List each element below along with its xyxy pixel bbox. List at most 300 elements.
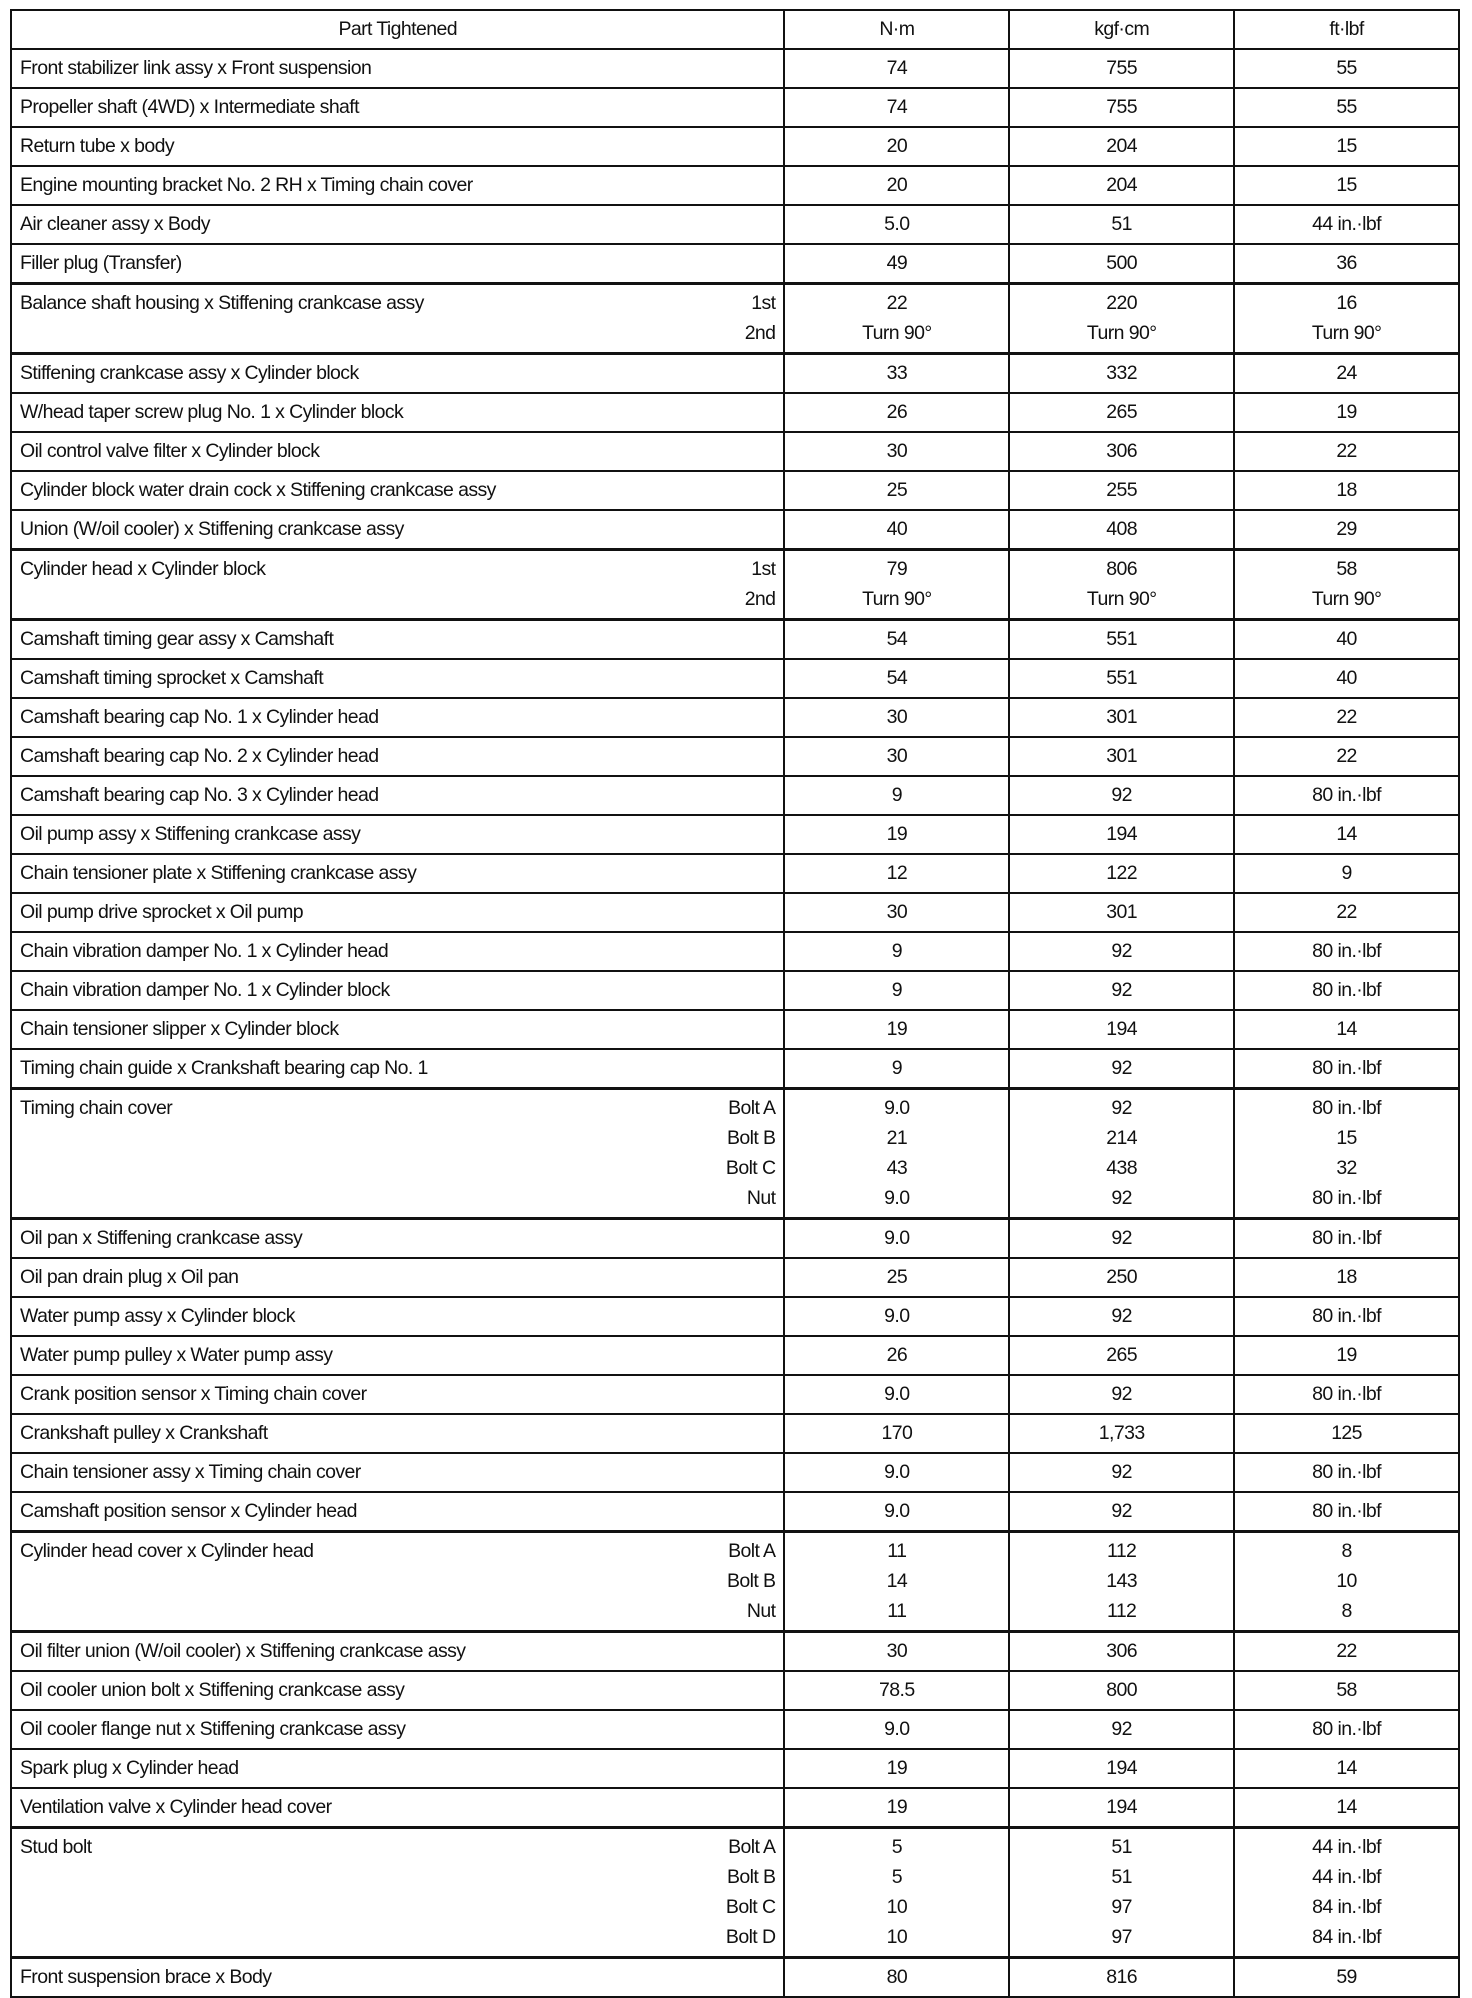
nm-value-cell xyxy=(784,1958,1009,1998)
part-name: Camshaft bearing cap No. 2 x Cylinder head xyxy=(20,745,379,767)
table-row xyxy=(11,354,1459,394)
ft-lbf-value: 18 xyxy=(1336,479,1357,501)
ft-lbf-value-cell xyxy=(1234,1453,1459,1492)
ft-lbf-value-cell xyxy=(1234,1532,1459,1632)
part-cell xyxy=(11,776,784,815)
kgf-cm-value: 92 xyxy=(1111,1383,1132,1405)
ft-lbf-value: 22 xyxy=(1336,901,1357,923)
ft-lbf-value-cell xyxy=(1234,737,1459,776)
header-part-tightened: Part Tightened xyxy=(11,10,784,49)
table-row xyxy=(11,471,1459,510)
ft-lbf-value: 80 in.·lbf xyxy=(1312,1461,1381,1483)
nm-value-cell xyxy=(784,471,1009,510)
table-row xyxy=(11,1010,1459,1049)
kgf-cm-value-cell xyxy=(1009,354,1234,394)
ft-lbf-value: 14 xyxy=(1336,1018,1357,1040)
nm-value: 5 xyxy=(891,1866,902,1888)
table-row xyxy=(11,1049,1459,1089)
ft-lbf-value-cell xyxy=(1234,659,1459,698)
table-row xyxy=(11,854,1459,893)
nm-value-cell xyxy=(784,893,1009,932)
part-name: Camshaft timing sprocket x Camshaft xyxy=(20,667,324,689)
nm-value-cell xyxy=(784,1788,1009,1828)
kgf-cm-value: 806 xyxy=(1106,558,1138,580)
nm-value: 12 xyxy=(886,862,908,884)
ft-lbf-value-cell xyxy=(1234,932,1459,971)
kgf-cm-value: 92 xyxy=(1111,1461,1132,1483)
kgf-cm-value-cell xyxy=(1009,1492,1234,1532)
part-name: Front suspension brace x Body xyxy=(20,1966,272,1988)
nm-value-cell xyxy=(784,971,1009,1010)
kgf-cm-value-cell xyxy=(1009,1010,1234,1049)
kgf-cm-value: 306 xyxy=(1106,440,1138,462)
nm-value: 5.0 xyxy=(884,213,910,235)
kgf-cm-value-cell xyxy=(1009,284,1234,354)
part-cell xyxy=(11,284,784,354)
kgf-cm-value-cell xyxy=(1009,166,1234,205)
ft-lbf-value-cell xyxy=(1234,620,1459,660)
part-name: Stud bolt xyxy=(20,1836,92,1858)
ft-lbf-value: 29 xyxy=(1336,518,1357,540)
part-cell xyxy=(11,205,784,244)
part-name: Oil pump drive sprocket x Oil pump xyxy=(20,901,304,923)
part-name: Oil control valve filter x Cylinder block xyxy=(20,440,320,462)
ft-lbf-value: 80 in.·lbf xyxy=(1312,1187,1381,1209)
ft-lbf-value-cell xyxy=(1234,815,1459,854)
nm-value: 30 xyxy=(886,901,908,923)
kgf-cm-value-cell xyxy=(1009,49,1234,88)
step-label: Bolt A xyxy=(728,1097,776,1119)
ft-lbf-value-cell xyxy=(1234,1958,1459,1998)
ft-lbf-value-cell xyxy=(1234,205,1459,244)
part-name: Crank position sensor x Timing chain cover xyxy=(20,1383,367,1405)
table-row xyxy=(11,1710,1459,1749)
kgf-cm-value-cell xyxy=(1009,1219,1234,1259)
nm-value: 9 xyxy=(891,940,902,962)
part-cell xyxy=(11,1258,784,1297)
kgf-cm-value: 51 xyxy=(1111,213,1132,235)
nm-value-cell xyxy=(784,620,1009,660)
table-row xyxy=(11,932,1459,971)
nm-value: 9.0 xyxy=(884,1461,910,1483)
kgf-cm-value: 1,733 xyxy=(1098,1422,1145,1444)
kgf-cm-value: 255 xyxy=(1106,479,1138,501)
nm-value-cell xyxy=(784,127,1009,166)
step-label: Bolt B xyxy=(727,1570,776,1592)
kgf-cm-value-cell xyxy=(1009,393,1234,432)
nm-value-cell xyxy=(784,1828,1009,1958)
part-cell xyxy=(11,1297,784,1336)
nm-value-cell xyxy=(784,205,1009,244)
table-row xyxy=(11,49,1459,88)
ft-lbf-value: 22 xyxy=(1336,706,1357,728)
kgf-cm-value: 755 xyxy=(1106,57,1138,79)
ft-lbf-value: 80 in.·lbf xyxy=(1312,940,1381,962)
ft-lbf-value-cell xyxy=(1234,1089,1459,1219)
header-row xyxy=(11,10,1459,49)
ft-lbf-value: 59 xyxy=(1336,1966,1357,1988)
nm-value: 78.5 xyxy=(879,1679,915,1701)
kgf-cm-value-cell xyxy=(1009,698,1234,737)
step-label: Bolt B xyxy=(727,1127,776,1149)
nm-value-cell xyxy=(784,1089,1009,1219)
kgf-cm-value-cell xyxy=(1009,88,1234,127)
ft-lbf-value: 22 xyxy=(1336,745,1357,767)
kgf-cm-value: 112 xyxy=(1107,1540,1137,1562)
table-row xyxy=(11,698,1459,737)
part-name: Chain vibration damper No. 1 x Cylinder block xyxy=(20,979,390,1001)
ft-lbf-value: 24 xyxy=(1336,362,1357,384)
kgf-cm-value: 97 xyxy=(1111,1896,1132,1918)
part-name: Chain tensioner assy x Timing chain cover xyxy=(20,1461,361,1483)
table-row xyxy=(11,1492,1459,1532)
header-kgf-cm: kgf·cm xyxy=(1009,10,1234,49)
step-label: Bolt A xyxy=(728,1540,776,1562)
table-row xyxy=(11,1414,1459,1453)
nm-value-cell xyxy=(784,1671,1009,1710)
part-cell xyxy=(11,1532,784,1632)
kgf-cm-value: 194 xyxy=(1106,1018,1138,1040)
table-row xyxy=(11,1219,1459,1259)
part-name: Air cleaner assy x Body xyxy=(20,213,210,235)
ft-lbf-value: 40 xyxy=(1336,667,1357,689)
part-cell xyxy=(11,659,784,698)
step-label: Bolt D xyxy=(725,1926,776,1948)
ft-lbf-value: 8 xyxy=(1341,1600,1352,1622)
kgf-cm-value-cell xyxy=(1009,244,1234,284)
part-name: Chain tensioner slipper x Cylinder block xyxy=(20,1018,339,1040)
part-name: Union (W/oil cooler) x Stiffening crankcase assy xyxy=(20,518,404,540)
nm-value-cell xyxy=(784,1010,1009,1049)
ft-lbf-value: 32 xyxy=(1336,1157,1357,1179)
nm-value-cell xyxy=(784,1375,1009,1414)
nm-value-cell xyxy=(784,1219,1009,1259)
ft-lbf-value-cell xyxy=(1234,1010,1459,1049)
ft-lbf-value-cell xyxy=(1234,1788,1459,1828)
part-cell xyxy=(11,1788,784,1828)
nm-value-cell xyxy=(784,815,1009,854)
kgf-cm-value: 92 xyxy=(1111,784,1132,806)
nm-value: 19 xyxy=(886,1796,908,1818)
nm-value: Turn 90° xyxy=(862,322,932,344)
ft-lbf-value-cell xyxy=(1234,127,1459,166)
kgf-cm-value: 204 xyxy=(1106,174,1138,196)
part-name: Oil pump assy x Stiffening crankcase assy xyxy=(20,823,361,845)
ft-lbf-value: Turn 90° xyxy=(1311,588,1382,610)
kgf-cm-value: 143 xyxy=(1106,1570,1138,1592)
ft-lbf-value: 14 xyxy=(1336,1757,1357,1779)
nm-value-cell xyxy=(784,49,1009,88)
kgf-cm-value: 265 xyxy=(1106,401,1138,423)
table-row xyxy=(11,776,1459,815)
step-label: Nut xyxy=(746,1600,776,1622)
table-row xyxy=(11,1336,1459,1375)
kgf-cm-value-cell xyxy=(1009,1788,1234,1828)
part-name: Oil cooler flange nut x Stiffening crankcase assy xyxy=(20,1718,406,1740)
table-row xyxy=(11,1788,1459,1828)
table-row xyxy=(11,244,1459,284)
part-cell xyxy=(11,354,784,394)
nm-value: 54 xyxy=(886,628,908,650)
ft-lbf-value: 19 xyxy=(1336,401,1357,423)
nm-value-cell xyxy=(784,1492,1009,1532)
nm-value: 74 xyxy=(886,57,908,79)
part-cell xyxy=(11,127,784,166)
part-cell xyxy=(11,1375,784,1414)
table-row xyxy=(11,1749,1459,1788)
kgf-cm-value: 92 xyxy=(1111,979,1132,1001)
part-name: Oil pan drain plug x Oil pan xyxy=(20,1266,239,1288)
nm-value: 9.0 xyxy=(884,1227,910,1249)
ft-lbf-value: 55 xyxy=(1336,57,1357,79)
ft-lbf-value: 80 in.·lbf xyxy=(1312,784,1381,806)
part-name: Spark plug x Cylinder head xyxy=(20,1757,239,1779)
kgf-cm-value: 92 xyxy=(1111,1097,1132,1119)
part-name: Balance shaft housing x Stiffening crankcase assy xyxy=(20,292,424,314)
ft-lbf-value-cell xyxy=(1234,1297,1459,1336)
ft-lbf-value-cell xyxy=(1234,1828,1459,1958)
part-cell xyxy=(11,698,784,737)
part-cell xyxy=(11,1828,784,1958)
part-cell xyxy=(11,620,784,660)
kgf-cm-value: 438 xyxy=(1106,1157,1138,1179)
kgf-cm-value: 92 xyxy=(1111,1718,1132,1740)
nm-value: 19 xyxy=(886,1018,908,1040)
ft-lbf-value: 80 in.·lbf xyxy=(1312,1500,1381,1522)
step-label: Bolt A xyxy=(728,1836,776,1858)
table-row xyxy=(11,1671,1459,1710)
table-row xyxy=(11,1258,1459,1297)
kgf-cm-value-cell xyxy=(1009,1089,1234,1219)
nm-value: 79 xyxy=(886,558,908,580)
nm-value-cell xyxy=(784,1632,1009,1672)
part-cell xyxy=(11,737,784,776)
ft-lbf-value: 58 xyxy=(1336,1679,1357,1701)
part-cell xyxy=(11,471,784,510)
part-cell xyxy=(11,550,784,620)
ft-lbf-value-cell xyxy=(1234,1336,1459,1375)
part-cell xyxy=(11,49,784,88)
part-name: Cylinder head x Cylinder block xyxy=(20,558,266,580)
kgf-cm-value: 816 xyxy=(1106,1966,1138,1988)
ft-lbf-value-cell xyxy=(1234,971,1459,1010)
part-cell xyxy=(11,1010,784,1049)
table-row xyxy=(11,971,1459,1010)
nm-value: 25 xyxy=(886,479,908,501)
part-cell xyxy=(11,166,784,205)
kgf-cm-value: 194 xyxy=(1106,1757,1138,1779)
kgf-cm-value-cell xyxy=(1009,471,1234,510)
ft-lbf-value-cell xyxy=(1234,550,1459,620)
part-name: Camshaft timing gear assy x Camshaft xyxy=(20,628,334,650)
kgf-cm-value-cell xyxy=(1009,432,1234,471)
step-label: Bolt C xyxy=(725,1157,776,1179)
table-body xyxy=(11,49,1459,1997)
nm-value: 22 xyxy=(886,292,908,314)
nm-value: 43 xyxy=(886,1157,908,1179)
table-row xyxy=(11,1958,1459,1998)
kgf-cm-value-cell xyxy=(1009,1749,1234,1788)
kgf-cm-value-cell xyxy=(1009,776,1234,815)
part-name: Oil filter union (W/oil cooler) x Stiffening crankcase assy xyxy=(20,1640,466,1662)
ft-lbf-value-cell xyxy=(1234,1671,1459,1710)
part-name: Stiffening crankcase assy x Cylinder block xyxy=(20,362,359,384)
kgf-cm-value: 122 xyxy=(1106,862,1138,884)
nm-value: 19 xyxy=(886,1757,908,1779)
nm-value: 9.0 xyxy=(884,1500,910,1522)
nm-value: Turn 90° xyxy=(862,588,932,610)
part-cell xyxy=(11,510,784,550)
nm-value: 40 xyxy=(886,518,908,540)
ft-lbf-value-cell xyxy=(1234,393,1459,432)
part-cell xyxy=(11,1671,784,1710)
part-name: W/head taper screw plug No. 1 x Cylinder block xyxy=(20,401,404,423)
ft-lbf-value-cell xyxy=(1234,1710,1459,1749)
nm-value-cell xyxy=(784,550,1009,620)
part-cell xyxy=(11,1049,784,1089)
kgf-cm-value-cell xyxy=(1009,1828,1234,1958)
kgf-cm-value-cell xyxy=(1009,1958,1234,1998)
kgf-cm-value-cell xyxy=(1009,1049,1234,1089)
nm-value: 5 xyxy=(891,1836,902,1858)
ft-lbf-value: 55 xyxy=(1336,96,1357,118)
kgf-cm-value: 97 xyxy=(1111,1926,1132,1948)
table-row xyxy=(11,432,1459,471)
kgf-cm-value: 92 xyxy=(1111,1500,1132,1522)
part-name: Water pump assy x Cylinder block xyxy=(20,1305,295,1327)
ft-lbf-value-cell xyxy=(1234,776,1459,815)
ft-lbf-value-cell xyxy=(1234,1749,1459,1788)
nm-value-cell xyxy=(784,244,1009,284)
part-name: Ventilation valve x Cylinder head cover xyxy=(20,1796,332,1818)
part-cell xyxy=(11,893,784,932)
ft-lbf-value: 80 in.·lbf xyxy=(1312,1383,1381,1405)
ft-lbf-value-cell xyxy=(1234,698,1459,737)
nm-value-cell xyxy=(784,393,1009,432)
part-name: Chain tensioner plate x Stiffening crankcase assy xyxy=(20,862,417,884)
nm-value: 30 xyxy=(886,706,908,728)
step-label: Bolt C xyxy=(725,1896,776,1918)
nm-value-cell xyxy=(784,854,1009,893)
kgf-cm-value-cell xyxy=(1009,1414,1234,1453)
nm-value: 30 xyxy=(886,1640,908,1662)
step-label: Bolt B xyxy=(727,1866,776,1888)
table-row xyxy=(11,1453,1459,1492)
kgf-cm-value: 755 xyxy=(1106,96,1138,118)
part-name: Chain vibration damper No. 1 x Cylinder head xyxy=(20,940,389,962)
table-row xyxy=(11,510,1459,550)
ft-lbf-value: 16 xyxy=(1336,292,1357,314)
part-name: Return tube x body xyxy=(20,135,174,157)
ft-lbf-value: 8 xyxy=(1341,1540,1352,1562)
nm-value-cell xyxy=(784,1532,1009,1632)
ft-lbf-value-cell xyxy=(1234,1492,1459,1532)
ft-lbf-value: 80 in.·lbf xyxy=(1312,1718,1381,1740)
ft-lbf-value-cell xyxy=(1234,893,1459,932)
table-row xyxy=(11,284,1459,354)
kgf-cm-value-cell xyxy=(1009,932,1234,971)
nm-value: 9.0 xyxy=(884,1187,910,1209)
kgf-cm-value: 51 xyxy=(1111,1866,1132,1888)
part-cell xyxy=(11,1219,784,1259)
nm-value: 9 xyxy=(891,784,902,806)
header-nm: N·m xyxy=(784,10,1009,49)
nm-value-cell xyxy=(784,1258,1009,1297)
kgf-cm-value-cell xyxy=(1009,893,1234,932)
part-cell xyxy=(11,393,784,432)
kgf-cm-value: Turn 90° xyxy=(1086,322,1157,344)
ft-lbf-value-cell xyxy=(1234,1219,1459,1259)
ft-lbf-value: 80 in.·lbf xyxy=(1312,1305,1381,1327)
nm-value: 26 xyxy=(886,1344,908,1366)
nm-value-cell xyxy=(784,88,1009,127)
kgf-cm-value: 92 xyxy=(1111,1305,1132,1327)
torque-spec-table xyxy=(10,9,1460,1998)
nm-value-cell xyxy=(784,659,1009,698)
part-cell xyxy=(11,1749,784,1788)
kgf-cm-value: 194 xyxy=(1106,823,1138,845)
nm-value: 20 xyxy=(886,174,908,196)
nm-value: 49 xyxy=(886,252,908,274)
nm-value-cell xyxy=(784,737,1009,776)
ft-lbf-value-cell xyxy=(1234,854,1459,893)
ft-lbf-value-cell xyxy=(1234,1049,1459,1089)
ft-lbf-value-cell xyxy=(1234,432,1459,471)
nm-value: 9.0 xyxy=(884,1097,910,1119)
part-cell xyxy=(11,432,784,471)
ft-lbf-value: 40 xyxy=(1336,628,1357,650)
table-row xyxy=(11,620,1459,660)
ft-lbf-value-cell xyxy=(1234,1375,1459,1414)
nm-value: 80 xyxy=(886,1966,908,1988)
table-row xyxy=(11,393,1459,432)
kgf-cm-value: 92 xyxy=(1111,1227,1132,1249)
kgf-cm-value-cell xyxy=(1009,1671,1234,1710)
table-row xyxy=(11,205,1459,244)
kgf-cm-value: 92 xyxy=(1111,1057,1132,1079)
kgf-cm-value-cell xyxy=(1009,1532,1234,1632)
ft-lbf-value-cell xyxy=(1234,244,1459,284)
ft-lbf-value-cell xyxy=(1234,1258,1459,1297)
kgf-cm-value: 301 xyxy=(1106,901,1138,923)
nm-value: 170 xyxy=(881,1422,913,1444)
nm-value: 14 xyxy=(886,1570,908,1592)
kgf-cm-value: 301 xyxy=(1106,706,1138,728)
kgf-cm-value-cell xyxy=(1009,737,1234,776)
kgf-cm-value-cell xyxy=(1009,1336,1234,1375)
kgf-cm-value-cell xyxy=(1009,550,1234,620)
ft-lbf-value: 15 xyxy=(1336,135,1357,157)
nm-value: 10 xyxy=(886,1926,908,1948)
table-row xyxy=(11,166,1459,205)
nm-value: 9.0 xyxy=(884,1383,910,1405)
kgf-cm-value: 408 xyxy=(1106,518,1138,540)
nm-value: 9 xyxy=(891,979,902,1001)
kgf-cm-value-cell xyxy=(1009,1453,1234,1492)
kgf-cm-value: 51 xyxy=(1111,1836,1132,1858)
part-cell xyxy=(11,1453,784,1492)
nm-value: 9.0 xyxy=(884,1305,910,1327)
kgf-cm-value: 265 xyxy=(1106,1344,1138,1366)
ft-lbf-value: 58 xyxy=(1336,558,1357,580)
kgf-cm-value-cell xyxy=(1009,205,1234,244)
part-cell xyxy=(11,1336,784,1375)
ft-lbf-value: 80 in.·lbf xyxy=(1312,979,1381,1001)
ft-lbf-value: 44 in.·lbf xyxy=(1312,1866,1381,1888)
kgf-cm-value: 500 xyxy=(1106,252,1138,274)
part-cell xyxy=(11,1492,784,1532)
nm-value: 25 xyxy=(886,1266,908,1288)
